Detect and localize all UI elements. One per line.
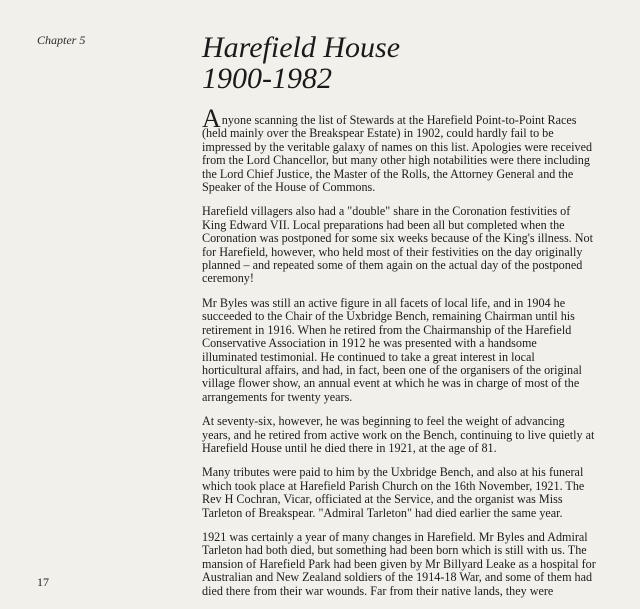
title-line: 1900-1982 (202, 62, 332, 95)
paragraph-line: arrangements for twenty years. (202, 389, 353, 404)
title-line: Harefield House (202, 31, 401, 64)
paragraph-line: Australian and New Zealand soldiers of the 1914-18 War, and some of them had (202, 570, 593, 585)
paragraph-line: horticultural affairs, and had, in fact, been one of the organisers of the original (202, 362, 582, 377)
drop-cap: A (202, 104, 221, 133)
paragraph-line: Rev H Cochran, Vicar, officiated at the Service, and the organist was Miss (202, 492, 563, 507)
paragraph-line: years, and he retired from active work on the Bench, continuing to live quietly at (202, 427, 595, 442)
paragraph (202, 297, 602, 404)
page-title (202, 32, 400, 94)
paragraph-line: impressed by the veritable galaxy of names on this list. Apologies were received (202, 139, 593, 154)
paragraph-line: mansion of Harefield Park had been given by Mr Billyard Leake as a hospital for (202, 556, 596, 571)
paragraph-line: Coronation was postponed for some six weeks because of the King's illness. Not (202, 231, 593, 246)
paragraph-line: At seventy-six, however, he was beginning to feel the weight of advancing (202, 414, 565, 429)
paragraph-line: for Harefield, however, who held most of their festivities on the day originally (202, 244, 583, 259)
paragraph-line: Harefield villagers also had a "double" share in the Coronation festivities of (202, 204, 571, 219)
page-number: 17 (37, 575, 49, 589)
paragraph-line: Tarleton of Breakspear. "Admiral Tarleton" had died earlier the same year. (202, 505, 563, 520)
paragraph-line: Conservative Association in 1912 he was presented with a handsome (202, 336, 537, 351)
paragraph-line: died there from their war wounds. Far from their native lands, they were (202, 583, 554, 598)
paragraph-line-text: nyone scanning the list of Stewards at the Harefield Point-to-Point Races (221, 113, 577, 127)
paragraph (202, 205, 602, 285)
body-text (202, 104, 602, 609)
paragraph-line (202, 104, 602, 133)
paragraph-line: Mr Byles was still an active figure in all facets of local life, and in 1904 he (202, 295, 566, 310)
paragraph-line: (held mainly over the Breakspear Estate) in 1902, could hardly fail to be (202, 126, 554, 141)
paragraph-line: retirement in 1916. When he retired from the Chairmanship of the Harefield (202, 322, 572, 337)
paragraph (202, 531, 602, 598)
paragraph-line: Harefield House until he died there in 1921, at the age of 81. (202, 440, 497, 455)
paragraph-line: which took place at Harefield Parish Church on the 16th November, 1921. The (202, 478, 585, 493)
paragraph (202, 104, 602, 195)
paragraph-line: succeeded to the Chair of the Uxbridge Bench, remaining Chairman until his (202, 309, 575, 324)
paragraph-line: illuminated testimonial. He continued to take a great interest in local (202, 349, 535, 364)
paragraph-line: ceremony! (202, 271, 254, 286)
paragraph-line: Speaker of the House of Commons. (202, 180, 376, 195)
paragraph-line: Many tributes were paid to him by the Uxbridge Bench, and also at his funeral (202, 465, 584, 480)
chapter-label: Chapter 5 (37, 33, 86, 47)
paragraph-line: planned – and repeated some of them again on the actual day of the postponed (202, 258, 583, 273)
paragraph-line: 1921 was certainly a year of many changes in Harefield. Mr Byles and Admiral (202, 529, 588, 544)
paragraph-line: the Lord Chief Justice, the Master of the Rolls, the Attorney General and the (202, 166, 574, 181)
paragraph-line: village flower show, an annual event at which he was in charge of most of the (202, 376, 580, 391)
paragraph-line: King Edward VII. Local preparations had been all but completed when the (202, 217, 565, 232)
paragraph (202, 466, 602, 520)
paragraph (202, 415, 602, 455)
paragraph-line: from the Lord Chancellor, but many other high notabilities were there including (202, 153, 590, 168)
paragraph-line: Tarleton had both died, but something had been born which is still with us. The (202, 543, 587, 558)
